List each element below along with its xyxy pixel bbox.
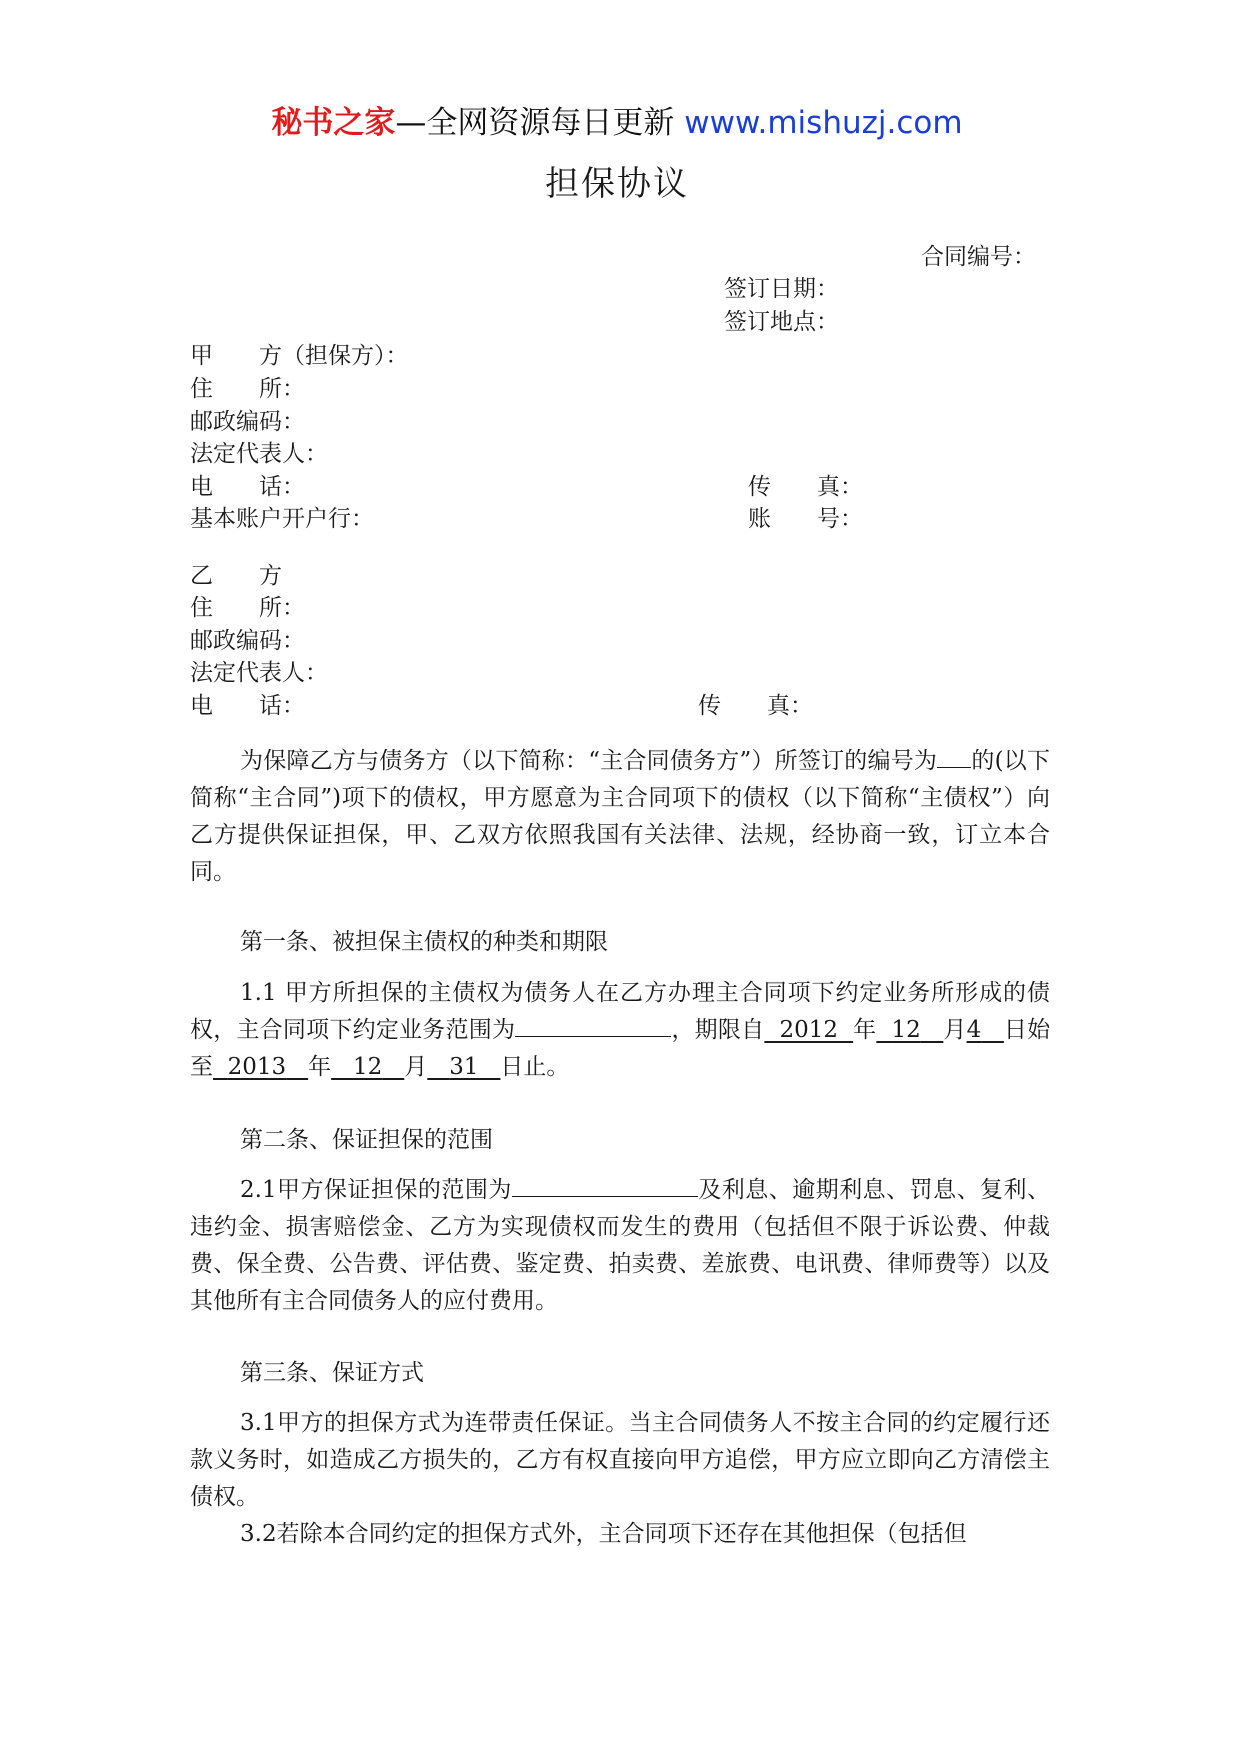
contract-number-blank[interactable]	[937, 743, 971, 768]
party-b-phone-label: 电 话：	[190, 693, 305, 719]
end-year-value: 2013	[227, 1054, 287, 1080]
end-month-unit: 月	[404, 1054, 428, 1080]
article-2-text-1: 2.1甲方保证担保的范围为	[240, 1177, 512, 1203]
article-3-clause-2: 3.2若除本合同约定的担保方式外，主合同项下还存在其他担保（包括但	[240, 1521, 967, 1547]
start-day-field[interactable]	[967, 1017, 1004, 1043]
document-title: 担保协议	[545, 164, 689, 204]
article-1-text-2: ，期限自	[671, 1017, 765, 1043]
start-year-unit: 年	[853, 1017, 877, 1043]
start-month-unit: 月	[943, 1017, 967, 1043]
end-month-value: 12	[353, 1054, 383, 1080]
preamble-text-2: 的(以下简称“主合同”)项下的债权，甲方愿意为主合同项下的债权（以下简称“主债权”）向乙方提供保证担保，甲、乙双方依照我国有关法律、法规，经协商一致，订立本合同。	[190, 748, 1050, 885]
start-year-value: 2012	[779, 1017, 839, 1043]
start-month-field[interactable]	[876, 1017, 943, 1043]
article-2-text-2: 及利息、逾期利息、罚息、复利、违约金、损害赔偿金、乙方为实现债权而发生的费用（包括但不限于诉讼费、仲裁费、保全费、公告费、评估费、鉴定费、拍卖费、差旅费、电讯费、律师费等）以及其他所有主合同债务人的应付费用。	[190, 1177, 1051, 1314]
party-b-address-label: 住 所：	[190, 595, 305, 621]
article-2-clause-1	[190, 1172, 1050, 1320]
guarantee-scope-blank[interactable]	[512, 1172, 698, 1197]
party-b-fax-label: 传 真：	[698, 693, 813, 719]
article-3-clause-1: 3.1甲方的担保方式为连带责任保证。当主合同债务人不按主合同的约定履行还款义务时，如造成乙方损失的，乙方有权直接向甲方追偿，甲方应立即向乙方清偿主债权。	[190, 1410, 1050, 1510]
article-1-clause-1	[190, 975, 1050, 1086]
start-month-value: 12	[891, 1017, 921, 1043]
party-a-name-label: 甲 方（担保方）：	[190, 343, 409, 369]
preamble-text-1: 为保障乙方与债务方（以下简称：“主合同债务方”）所签订的编号为	[240, 748, 938, 774]
contract-number-label: 合同编号：	[921, 244, 1036, 270]
party-a-postcode-label: 邮政编码：	[190, 409, 305, 435]
preamble-paragraph	[190, 743, 1050, 891]
article-1-heading: 第一条、被担保主债权的种类和期限	[240, 929, 608, 955]
party-a-address-label: 住 所：	[190, 376, 305, 402]
business-scope-blank[interactable]	[515, 1012, 671, 1037]
start-suffix: 日始至	[190, 1017, 1051, 1080]
party-b-legal-rep-label: 法定代表人：	[190, 660, 328, 686]
end-day-value: 31	[449, 1054, 479, 1080]
sign-date-label: 签订日期：	[724, 276, 839, 302]
party-b-postcode-label: 邮政编码：	[190, 628, 305, 654]
article-1-text-1: 1.1 甲方所担保的主债权为债务人在乙方办理主合同项下约定业务所形成的债权，主合同项下约定业务范围为	[190, 980, 1050, 1043]
end-year-unit: 年	[308, 1054, 332, 1080]
party-a-account-label: 账 号：	[748, 506, 863, 532]
article-3-heading: 第三条、保证方式	[240, 1360, 424, 1386]
party-b-name-label: 乙 方	[190, 563, 282, 589]
party-a-phone-label: 电 话：	[190, 474, 305, 500]
end-month-field[interactable]	[331, 1054, 404, 1080]
article-2-heading: 第二条、保证担保的范围	[240, 1127, 493, 1153]
banner-brand: 秘书之家	[271, 105, 396, 141]
end-day-field[interactable]	[427, 1054, 500, 1080]
site-banner	[0, 100, 1234, 146]
party-a-bank-label: 基本账户开户行：	[190, 506, 374, 532]
end-suffix: 日止。	[500, 1054, 570, 1080]
party-a-fax-label: 传 真：	[748, 474, 863, 500]
end-year-field[interactable]	[213, 1054, 308, 1080]
banner-url[interactable]: www.mishuzj.com	[684, 105, 963, 141]
banner-tagline: —全网资源每日更新	[395, 105, 675, 141]
sign-place-label: 签订地点：	[724, 309, 839, 335]
party-a-legal-rep-label: 法定代表人：	[190, 441, 328, 467]
start-year-field[interactable]	[764, 1017, 853, 1043]
start-day-value: 4	[966, 1017, 982, 1043]
